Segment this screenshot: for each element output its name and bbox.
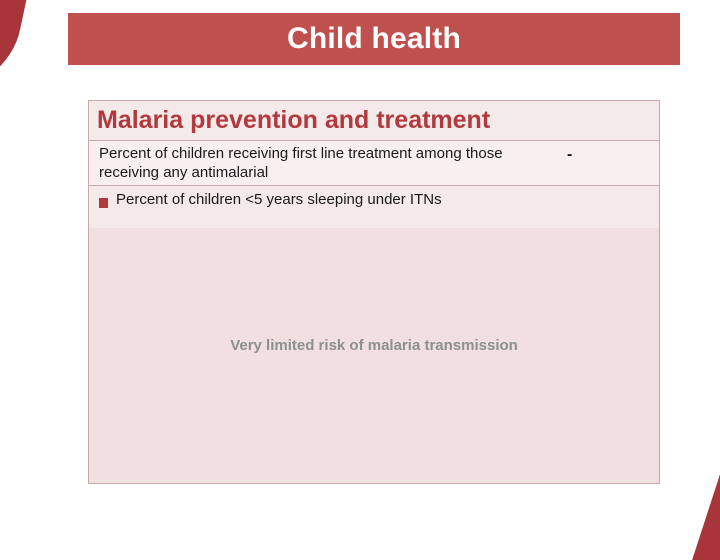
header-bar bbox=[68, 13, 680, 65]
indicator-value: - bbox=[567, 146, 573, 163]
indicator-row-itn bbox=[89, 186, 659, 228]
indicator-label: Percent of children <5 years sleeping under ITNs bbox=[116, 191, 442, 208]
panel-title: Malaria prevention and treatment bbox=[97, 106, 491, 134]
panel-header bbox=[89, 101, 659, 141]
indicator-row-first-line-treatment bbox=[89, 141, 659, 186]
malaria-panel bbox=[88, 100, 660, 484]
malaria-risk-note: Very limited risk of malaria transmission bbox=[230, 337, 518, 354]
legend-square-icon bbox=[99, 198, 108, 208]
indicator-label: Percent of children receiving first line treatment among those receiving any antimalarial bbox=[99, 145, 503, 181]
corner-decoration-top-left bbox=[0, 0, 33, 90]
corner-decoration-bottom-right bbox=[692, 450, 720, 560]
page-title: Child health bbox=[286, 22, 462, 55]
